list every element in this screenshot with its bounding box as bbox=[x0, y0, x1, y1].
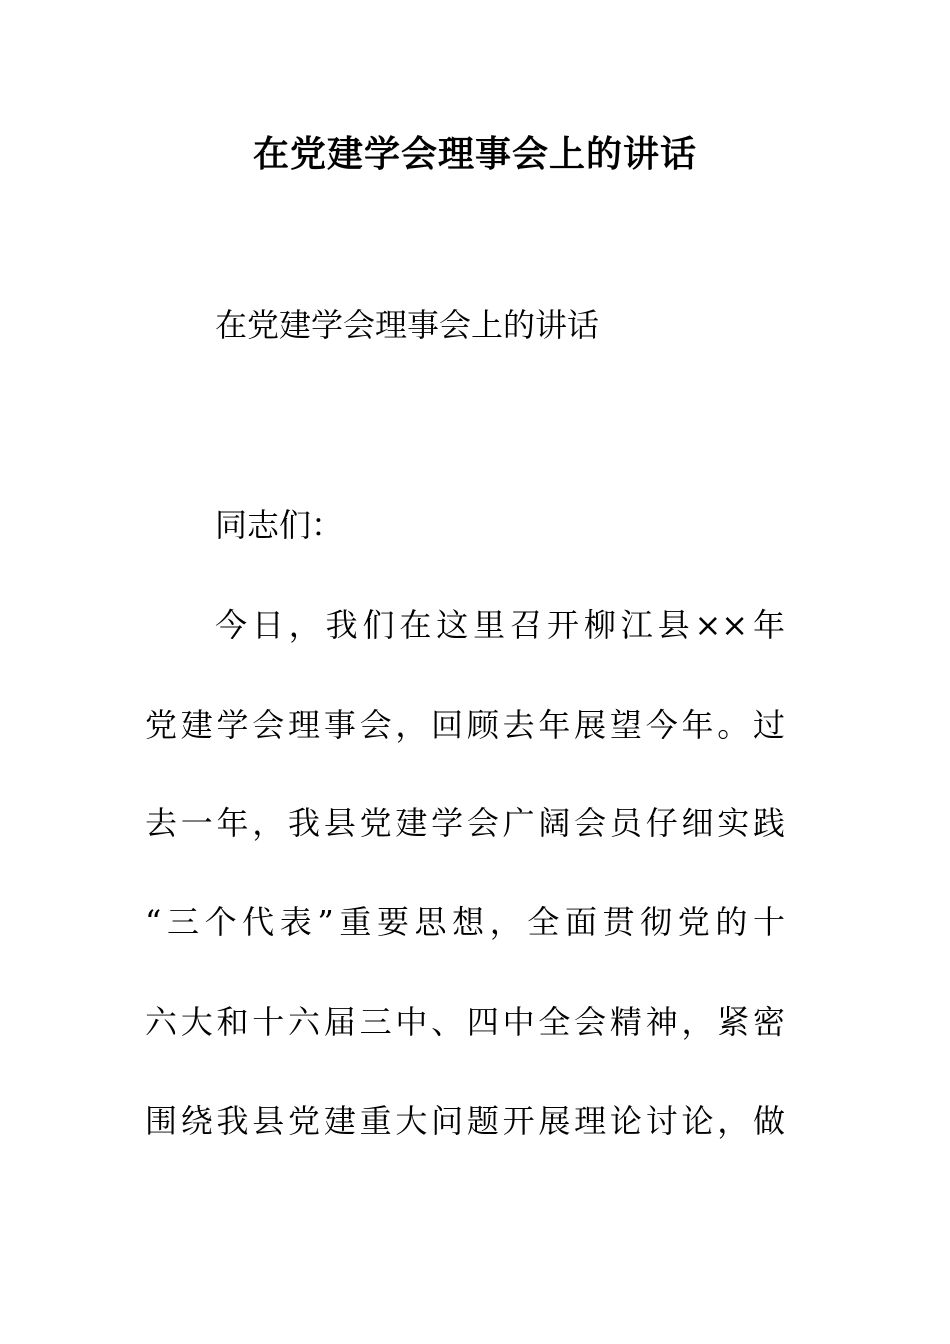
document-subtitle: 在党建学会理事会上的讲话 bbox=[215, 306, 600, 344]
body-line: “三个代表”重要思想，全面贯彻党的十 bbox=[145, 903, 785, 941]
body-line: 今日，我们在这里召开柳江县××年 bbox=[215, 606, 785, 644]
body-line: 党建学会理事会，回顾去年展望今年。过 bbox=[145, 706, 785, 744]
body-line: 去一年，我县党建学会广阔会员仔细实践 bbox=[145, 804, 785, 842]
body-line: 六大和十六届三中、四中全会精神，紧密 bbox=[145, 1003, 785, 1041]
document-title: 在党建学会理事会上的讲话 bbox=[252, 133, 697, 175]
salutation: 同志们： bbox=[215, 506, 344, 544]
body-line: 围绕我县党建重大问题开展理论讨论，做 bbox=[145, 1102, 785, 1140]
